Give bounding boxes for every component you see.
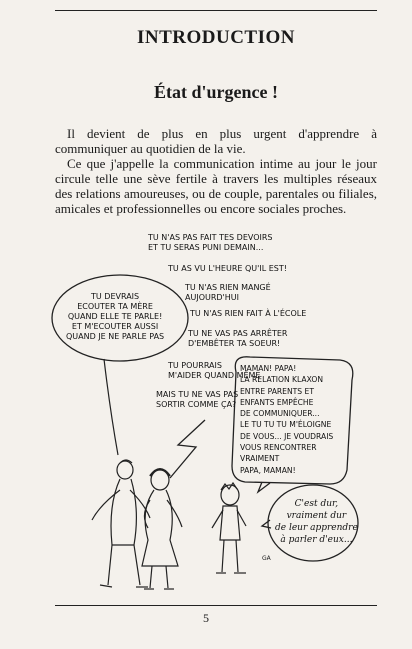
parent-line-sortir: MAIS TU NE VAS PAS SORTIR COMME ÇA? bbox=[156, 390, 239, 409]
paragraph-1: Il devient de plus en plus urgent d'apprendre à communiquer au quotidien de la vie. bbox=[55, 126, 377, 156]
child-bubble-text: MAMAN! PAPA! LA RELATION KLAXON ENTRE PARENTS ET ENFANTS EMPÊCHE DE COMMUNIQUER... LE TU TU TU M'ÉLOIGNE DE VOUS... JE VOUDRAIS VOUS RENCONTRER VRAIMENT PAPA, MAMAN! bbox=[240, 364, 334, 475]
child-figure bbox=[212, 483, 246, 573]
parent-line-mange: TU N'AS RIEN MANGÉ AUJOURD'HUI bbox=[185, 283, 271, 302]
chapter-title: INTRODUCTION bbox=[136, 27, 296, 48]
parent-line-aider: TU POURRAIS M'AIDER QUAND MÊME bbox=[168, 361, 261, 380]
parent-line-soeur: TU NE VAS PAS ARRÊTER D'EMBÊTER TA SOEUR! bbox=[188, 329, 288, 348]
lightning-tail bbox=[170, 420, 205, 478]
section-title: État d'urgence ! bbox=[154, 82, 278, 102]
parent-line-heure: TU AS VU L'HEURE QU'IL EST! bbox=[168, 264, 287, 273]
mother-figure bbox=[142, 469, 182, 589]
left-bubble-text: TU DEVRAIS ECOUTER TA MÈRE QUAND ELLE TE PARLE! ET M'ECOUTER AUSSI QUAND JE NE PARLE PAS bbox=[66, 292, 165, 341]
bottom-rule bbox=[55, 605, 377, 606]
page-number: 5 bbox=[203, 611, 209, 625]
parent-line-ecole: TU N'AS RIEN FAIT À L'ÉCOLE bbox=[190, 309, 307, 318]
parent-line-devoirs: TU N'AS PAS FAIT TES DEVOIRS ET TU SERAS PUNI DEMAIN... bbox=[148, 233, 273, 252]
author-bubble-text: C'est dur, vraiment dur de leur apprendre à parler d'eux... bbox=[275, 499, 358, 545]
svg-text:GA: GA bbox=[262, 555, 271, 562]
paragraph-2: Ce que j'appelle la communication intime au jour le jour circule telle une sève fertile à travers les multiples réseaux des relations amoureuses, ou de couple, parentales ou filiales, amicales et professionnelles ou encore sociales proches. bbox=[55, 156, 377, 216]
father-figure bbox=[92, 460, 150, 587]
